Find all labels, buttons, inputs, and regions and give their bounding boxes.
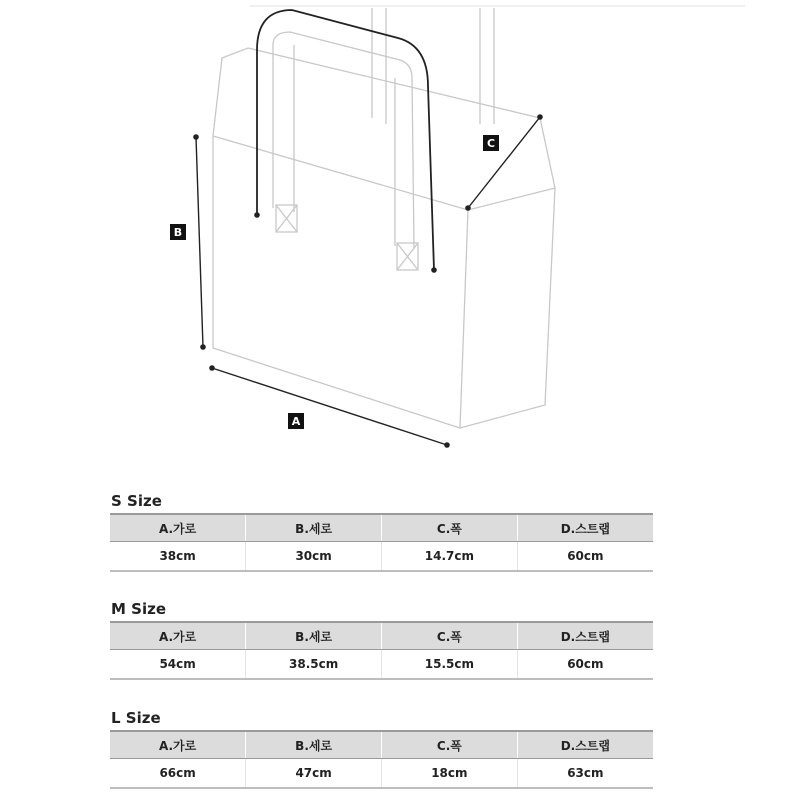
size-table-s [110, 513, 653, 572]
header-width: A.가로 [110, 514, 246, 542]
size-table-l [110, 730, 653, 789]
header-strap: D.스트랩 [517, 731, 653, 759]
value-depth: 15.5cm [382, 650, 518, 680]
header-width: A.가로 [110, 731, 246, 759]
height-end-dot [200, 344, 206, 350]
depth-end-dot [537, 114, 543, 120]
size-block-m [110, 600, 653, 680]
table-row [110, 759, 653, 789]
value-width: 54cm [110, 650, 246, 680]
header-height: B.세로 [246, 622, 382, 650]
header-depth: C.폭 [382, 731, 518, 759]
header-height: B.세로 [246, 731, 382, 759]
size-title: L Size [111, 709, 161, 727]
marker-b-label: B [173, 226, 183, 239]
value-strap: 63cm [517, 759, 653, 789]
value-width: 66cm [110, 759, 246, 789]
depth-end-dot [465, 205, 471, 211]
table-header-row [110, 622, 653, 650]
width-end-dot [444, 442, 450, 448]
value-strap: 60cm [517, 650, 653, 680]
table-header-row [110, 731, 653, 759]
header-height: B.세로 [246, 514, 382, 542]
width-measure-line [212, 368, 447, 445]
height-end-dot [193, 134, 199, 140]
header-strap: D.스트랩 [517, 514, 653, 542]
value-width: 38cm [110, 542, 246, 572]
size-block-l [110, 709, 653, 789]
header-strap: D.스트랩 [517, 622, 653, 650]
header-width: A.가로 [110, 622, 246, 650]
value-height: 30cm [246, 542, 382, 572]
value-depth: 14.7cm [382, 542, 518, 572]
size-title: M Size [111, 600, 166, 618]
size-table-m [110, 621, 653, 680]
width-end-dot [209, 365, 215, 371]
value-strap: 60cm [517, 542, 653, 572]
height-measure-line [196, 137, 203, 347]
table-row [110, 542, 653, 572]
strap-end-dot [254, 212, 260, 218]
value-depth: 18cm [382, 759, 518, 789]
marker-c-label: C [486, 137, 496, 150]
size-block-s [110, 492, 653, 572]
strap-end-dot [431, 267, 437, 273]
header-depth: C.폭 [382, 622, 518, 650]
strap-measure-line [257, 10, 434, 270]
value-height: 47cm [246, 759, 382, 789]
table-header-row [110, 514, 653, 542]
bag-outline [213, 8, 555, 428]
header-depth: C.폭 [382, 514, 518, 542]
marker-a-label: A [291, 415, 301, 428]
value-height: 38.5cm [246, 650, 382, 680]
size-title: S Size [111, 492, 162, 510]
table-row [110, 650, 653, 680]
